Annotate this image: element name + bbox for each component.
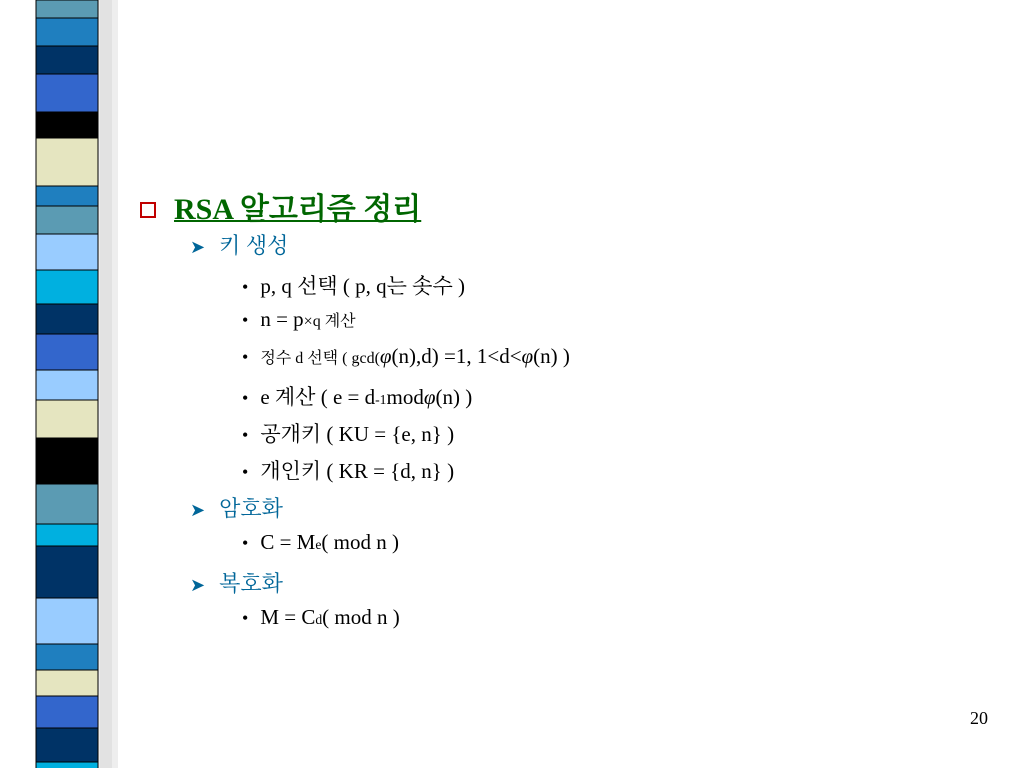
section-key-generation (190, 229, 288, 260)
bullet-dot-icon: • (242, 425, 249, 445)
item-text: 공개키 ( KU = {e, n} ) (260, 422, 455, 446)
section-heading: 암호화 (219, 496, 283, 521)
item-text-mid: mod (386, 385, 424, 409)
item-text-post: ( mod n ) (321, 530, 399, 554)
list-item (242, 344, 570, 369)
bullet-dot-icon: • (242, 388, 249, 408)
item-text-post: ( mod n ) (322, 605, 400, 629)
section-encryption (190, 492, 283, 523)
section-heading: 복호화 (219, 571, 283, 596)
phi-symbol: φ (379, 344, 392, 368)
phi-symbol: φ (521, 344, 534, 368)
page-number: 20 (970, 708, 988, 728)
list-item (242, 455, 454, 485)
bullet-dot-icon: • (242, 347, 249, 367)
item-text-pre: 정수 d 선택 ( gcd( (260, 350, 380, 367)
arrowhead-icon: ➤ (190, 575, 206, 595)
bullet-dot-icon: • (242, 608, 249, 628)
item-text-post: (n) ) (435, 385, 473, 409)
bullet-dot-icon: • (242, 277, 249, 297)
list-item: • M = C d ( mod n ) (242, 605, 400, 629)
list-item: • e 계산 ( e = d -1 mod φ (n) ) (242, 381, 472, 411)
item-text-post: q 계산 (312, 313, 356, 330)
arrowhead-icon: ➤ (190, 237, 206, 257)
list-item (242, 307, 356, 332)
item-text-pre: M = C (260, 605, 316, 629)
item-text-pre: e 계산 ( e = d (260, 385, 376, 409)
slide-title (140, 184, 421, 228)
bullet-dot-icon: • (242, 462, 249, 482)
hollow-square-icon (140, 202, 156, 218)
bullet-dot-icon: • (242, 533, 249, 553)
list-item: • C = M e ( mod n ) (242, 530, 399, 554)
item-text-pre: n = p (260, 307, 304, 331)
item-text: p, q 선택 ( p, q는 솟수 ) (260, 274, 465, 298)
phi-symbol: φ (423, 385, 436, 409)
list-item (242, 418, 454, 448)
arrowhead-icon: ➤ (190, 500, 206, 520)
bullet-dot-icon: • (242, 310, 249, 330)
item-text-post: (n) ) (533, 344, 570, 368)
title-text: RSA 알고리즘 정리 (174, 193, 422, 226)
item-text: 개인키 ( KR = {d, n} ) (260, 459, 455, 483)
item-text-mid: (n),d) =1, 1<d< (391, 344, 522, 368)
section-decryption (190, 567, 283, 598)
list-item (242, 270, 465, 300)
item-text-pre: C = M (260, 530, 316, 554)
times-operator: × (303, 313, 313, 330)
section-heading: 키 생성 (219, 233, 289, 258)
